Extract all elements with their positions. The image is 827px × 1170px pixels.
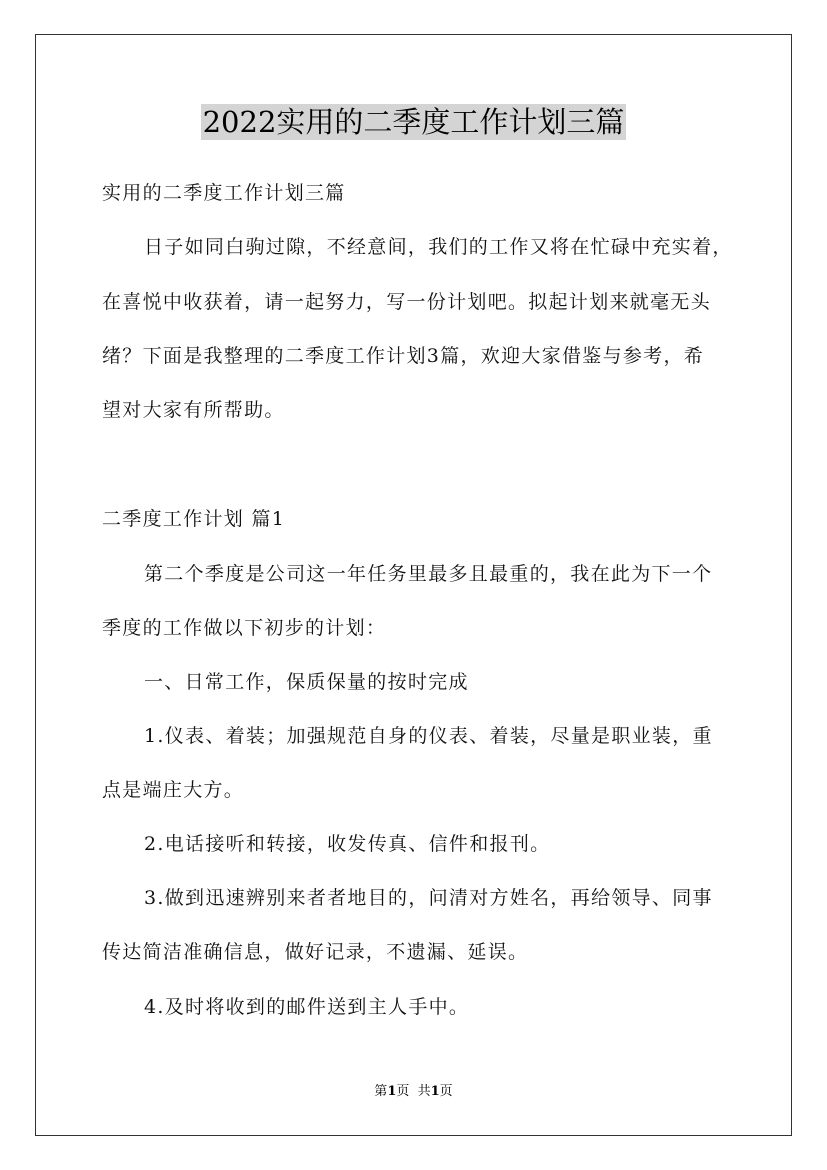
page-footer (0, 1083, 827, 1101)
list-heading: 一、日常工作，保质保量的按时完成 (144, 671, 469, 693)
section-heading: 二季度工作计划 篇1 (102, 508, 286, 530)
list-item-line: 1.仪表、着装；加强规范自身的仪表、着装，尽量是职业装，重 (144, 725, 713, 747)
paragraph-line: 季度的工作做以下初步的计划： (102, 617, 387, 639)
list-item-line: 点是端庄大方。 (102, 779, 245, 801)
title-container (0, 104, 827, 140)
paragraph-line: 望对大家有所帮助。 (102, 399, 285, 421)
footer-page-total: 1 (430, 1084, 440, 1099)
list-item-line: 4.及时将收到的邮件送到主人手中。 (144, 996, 470, 1018)
footer-page-suffix: 页 (439, 1084, 453, 1099)
footer-page-prefix: 第 (374, 1084, 388, 1099)
paragraph-line: 在喜悦中收获着，请一起努力，写一份计划吧。拟起计划来就毫无头 (102, 291, 712, 313)
list-item-line: 2.电话接听和转接，收发传真、信件和报刊。 (144, 833, 551, 855)
footer-page-current: 1 (387, 1084, 397, 1099)
list-item-line: 3.做到迅速辨别来者者地目的，问清对方姓名，再给领导、同事 (144, 887, 713, 909)
paragraph-line: 第二个季度是公司这一年任务里最多且最重的，我在此为下一个 (144, 563, 713, 585)
footer-page-mid: 页 共 (396, 1084, 431, 1099)
list-item-line: 传达简洁准确信息，做好记录，不遗漏、延误。 (102, 941, 529, 963)
document-title: 2022实用的二季度工作计划三篇 (202, 105, 625, 139)
paragraph-line: 绪？下面是我整理的二季度工作计划3篇，欢迎大家借鉴与参考，希 (102, 345, 705, 367)
subtitle-line: 实用的二季度工作计划三篇 (102, 182, 346, 204)
paragraph-line: 日子如同白驹过隙，不经意间，我们的工作又将在忙碌中充实着， (144, 236, 733, 258)
